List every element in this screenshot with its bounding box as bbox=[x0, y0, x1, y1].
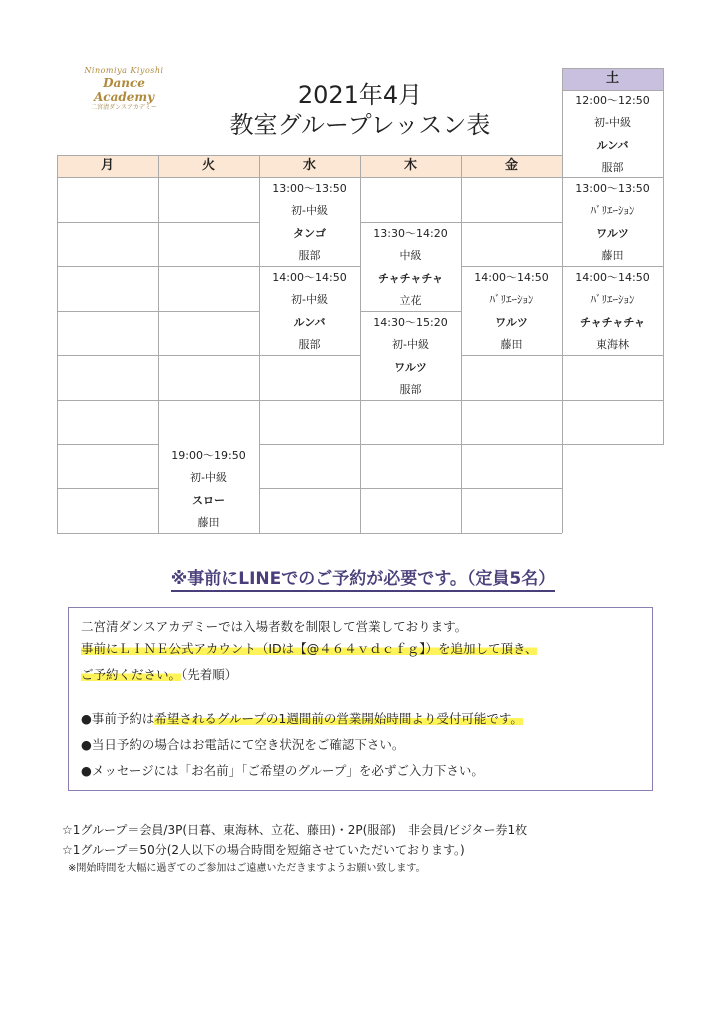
reservation-notice-text: ※事前にLINEでのご予約が必要です。（定員5名） bbox=[171, 569, 556, 592]
lesson-level: 初-中級 bbox=[392, 338, 429, 352]
lesson-sat-1300 bbox=[562, 178, 663, 268]
lesson-thu-1330 bbox=[360, 223, 461, 313]
lesson-level: ﾊﾞﾘｴｰｼｮﾝ bbox=[489, 293, 534, 307]
page-title-month: 2021年4月 bbox=[297, 81, 423, 109]
header-tuesday: 火 bbox=[158, 155, 259, 177]
lesson-level: 初-中級 bbox=[190, 471, 227, 485]
header-thursday: 木 bbox=[360, 155, 461, 177]
reservation-notice-title bbox=[148, 568, 578, 590]
lesson-time: 14:00～14:50 bbox=[272, 271, 347, 284]
academy-logo bbox=[78, 66, 170, 111]
lesson-level: ﾊﾞﾘｴｰｼｮﾝ bbox=[590, 204, 635, 218]
lesson-thu-1430 bbox=[360, 312, 461, 402]
lesson-dance: ルンバ bbox=[596, 138, 629, 152]
lesson-instructor: 服部 bbox=[298, 249, 321, 263]
info-line-2-text: 事前にＬＩＮＥ公式アカウント（IDは【@４６４ｖｄｃｆｇ】）を追加して頂き、 bbox=[81, 641, 538, 656]
lesson-instructor: 服部 bbox=[601, 161, 624, 175]
info-line-4-highlight: 希望されるグループの1週間前の営業開始時間より受付可能です。 bbox=[154, 711, 523, 726]
footer-note-1: ☆1グループ＝会員/3P(日暮、東海林、立花、藤田)・2P(服部) 非会員/ビジター券1枚 bbox=[62, 823, 528, 837]
lesson-wed-1400 bbox=[259, 267, 360, 357]
lesson-fri-1400 bbox=[461, 267, 562, 357]
lesson-dance: チャチャチャ bbox=[579, 315, 645, 329]
header-friday: 金 bbox=[461, 155, 562, 177]
lesson-level: 中級 bbox=[399, 249, 422, 263]
lesson-dance: ルンバ bbox=[293, 315, 326, 329]
lesson-time: 14:00～14:50 bbox=[474, 271, 549, 284]
lesson-instructor: 立花 bbox=[399, 294, 422, 308]
header-wednesday: 水 bbox=[259, 155, 360, 177]
lesson-time: 14:00～14:50 bbox=[575, 271, 650, 284]
lesson-dance: ワルツ bbox=[596, 226, 629, 240]
footer-note-3: ※開始時間を大幅に過ぎてのご参加はご遠慮いただきますようお願い致します。 bbox=[68, 863, 426, 874]
lesson-dance: ワルツ bbox=[394, 360, 427, 374]
lesson-time: 13:00～13:50 bbox=[575, 182, 650, 195]
lesson-time: 12:00～12:50 bbox=[575, 94, 650, 107]
lesson-instructor: 藤田 bbox=[197, 516, 220, 530]
lesson-wed-1300 bbox=[259, 178, 360, 268]
info-line-4 bbox=[81, 710, 523, 728]
header-saturday: 土 bbox=[562, 68, 663, 90]
lesson-instructor: 服部 bbox=[298, 338, 321, 352]
lesson-level: 初-中級 bbox=[291, 204, 328, 218]
lesson-time: 13:30～14:20 bbox=[373, 227, 448, 240]
lesson-level: 初-中級 bbox=[594, 116, 631, 130]
lesson-instructor: 東海林 bbox=[596, 338, 629, 352]
info-line-3-rest: （先着順） bbox=[181, 667, 238, 682]
info-line-5: ●当日予約の場合はお電話にて空き状況をご確認下さい。 bbox=[81, 737, 405, 752]
logo-line-1: Ninomiya Kiyoshi bbox=[84, 66, 164, 75]
lesson-level: ﾊﾞﾘｴｰｼｮﾝ bbox=[590, 293, 635, 307]
page-title: 教室グループレッスン表 bbox=[229, 111, 491, 139]
logo-line-3: 二宮清ダンスアカデミー bbox=[91, 104, 157, 111]
lesson-instructor: 服部 bbox=[399, 383, 422, 397]
info-box bbox=[68, 607, 653, 791]
info-line-3 bbox=[81, 666, 237, 684]
lesson-dance: タンゴ bbox=[293, 226, 326, 240]
lesson-sat-1200 bbox=[562, 90, 663, 180]
info-line-6: ●メッセージには「お名前」「ご希望のグループ」を必ずご入力下さい。 bbox=[81, 763, 484, 778]
lesson-time: 13:00～13:50 bbox=[272, 182, 347, 195]
lesson-level: 初-中級 bbox=[291, 293, 328, 307]
lesson-dance: ワルツ bbox=[495, 315, 528, 329]
lesson-tue-1900 bbox=[158, 445, 259, 535]
lesson-dance: チャチャチャ bbox=[377, 271, 443, 285]
lesson-time: 14:30～15:20 bbox=[373, 316, 448, 329]
header-monday: 月 bbox=[57, 155, 158, 177]
info-line-1: 二宮清ダンスアカデミーでは入場者数を制限して営業しております。 bbox=[81, 619, 468, 634]
lesson-sat-1400 bbox=[562, 267, 663, 357]
lesson-time: 19:00～19:50 bbox=[171, 449, 246, 462]
logo-line-2: Dance Academy bbox=[93, 76, 155, 104]
lesson-instructor: 藤田 bbox=[500, 338, 523, 352]
lesson-dance: スロー bbox=[192, 493, 225, 507]
lesson-instructor: 藤田 bbox=[601, 249, 624, 263]
info-line-4-lead: ●事前予約は bbox=[81, 711, 155, 726]
info-line-2 bbox=[81, 640, 537, 658]
footer-note-2: ☆1グループ＝50分(2人以下の場合時間を短縮させていただいております。) bbox=[62, 843, 465, 857]
info-line-3-highlight: ご予約ください。 bbox=[81, 667, 182, 682]
